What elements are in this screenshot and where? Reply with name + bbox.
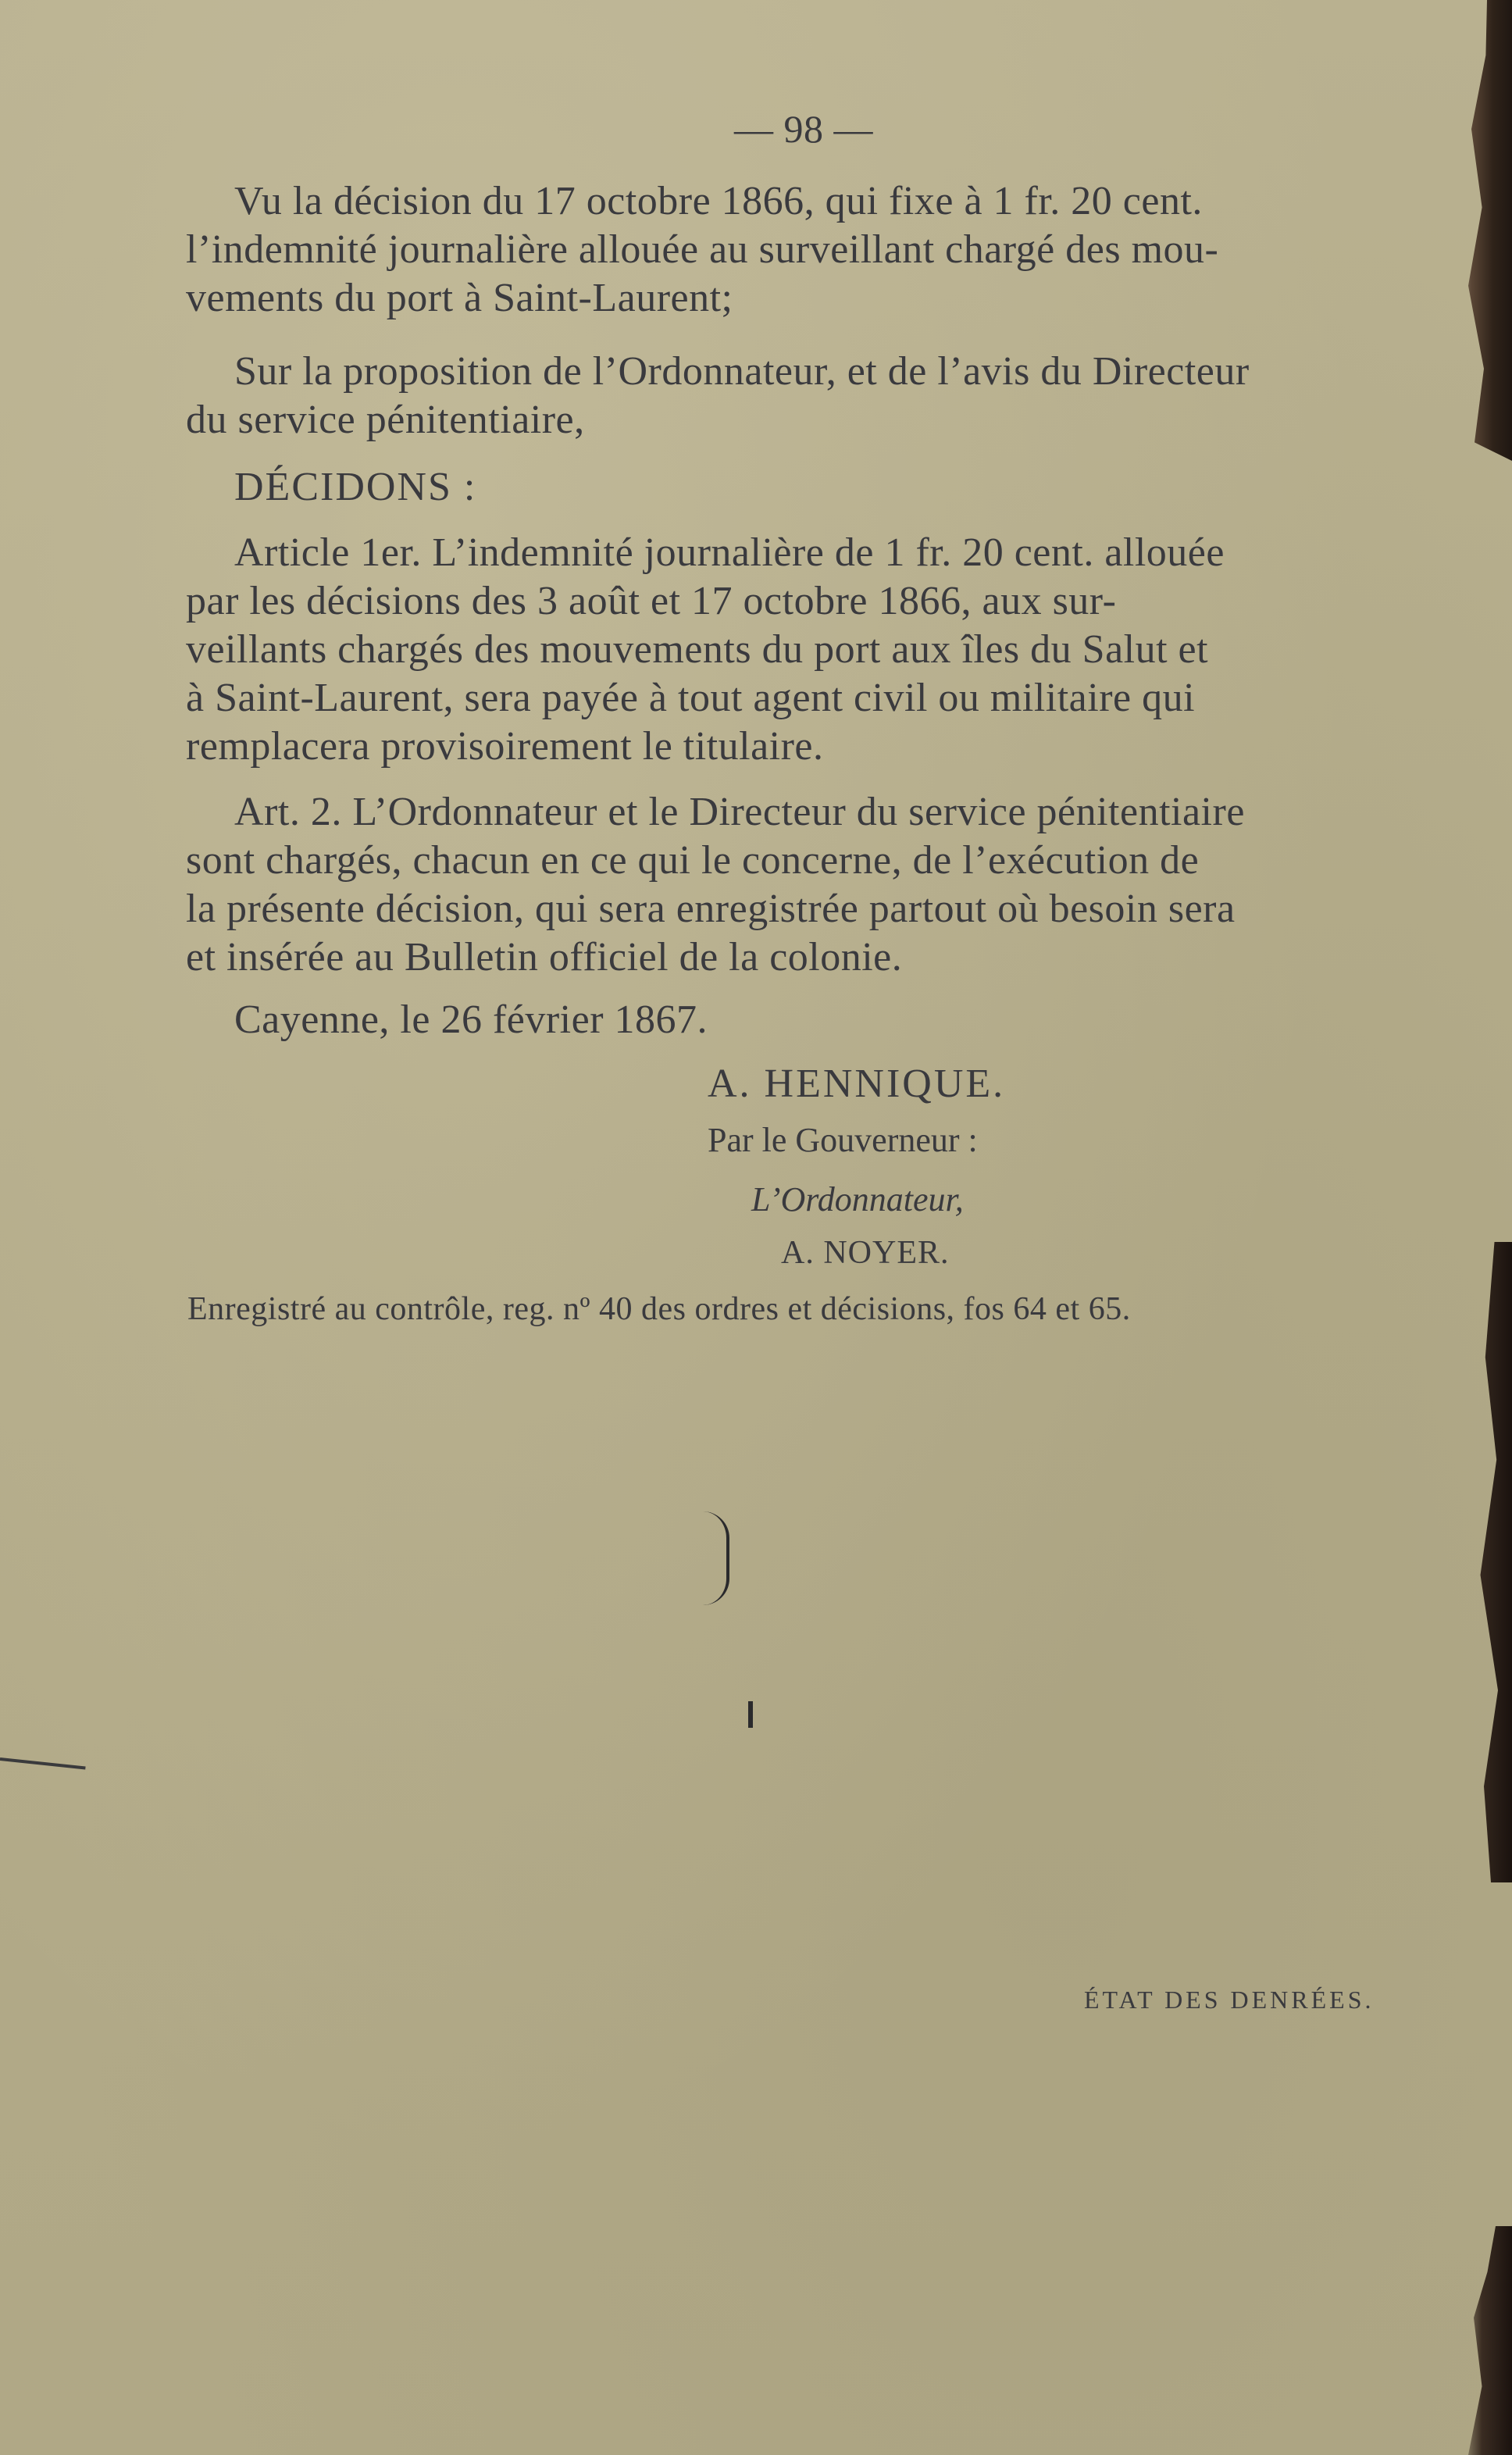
stray-ink-mark	[703, 1511, 729, 1605]
place-date: Cayenne, le 26 février 1867.	[234, 997, 708, 1042]
article-1-line-3: veillants chargés des mouvements du port aux îles du Salut et	[186, 627, 1209, 672]
article-2-line-4: et insérée au Bulletin officiel de la colonie.	[186, 935, 903, 980]
signature-governor: A. HENNIQUE.	[708, 1062, 1006, 1106]
body-line-5: du service pénitentiaire,	[186, 398, 585, 442]
body-line-2: l’indemnité journalière allouée au surveillant chargé des mou-	[186, 227, 1219, 272]
torn-edge-middle	[1442, 1242, 1512, 1882]
torn-edge-top	[1450, 0, 1512, 461]
article-1-line-1: Article 1er. L’indemnité journalière de 1 fr. 20 cent. allouée	[234, 530, 1225, 575]
registration-note: Enregistré au contrôle, reg. nº 40 des ordres et décisions, fos 64 et 65.	[187, 1291, 1131, 1327]
decision-heading: DÉCIDONS :	[234, 465, 477, 509]
torn-edge-bottom	[1457, 2226, 1512, 2455]
catchword: ÉTAT DES DENRÉES.	[1084, 1986, 1375, 2014]
article-1-line-4: à Saint-Laurent, sera payée à tout agent civil ou militaire qui	[186, 676, 1196, 720]
signature-by-governor: Par le Gouverneur :	[708, 1121, 978, 1159]
body-line-1: Vu la décision du 17 octobre 1866, qui fixe à 1 fr. 20 cent.	[234, 179, 1203, 223]
stray-ink-stroke	[748, 1701, 753, 1728]
stray-ink-line	[0, 1757, 86, 1769]
article-1-line-5: remplacera provisoirement le titulaire.	[186, 724, 824, 769]
article-2-line-1: Art. 2. L’Ordonnateur et le Directeur du service pénitentiaire	[234, 790, 1245, 834]
article-2-line-2: sont chargés, chacun en ce qui le concerne, de l’exécution de	[186, 838, 1200, 883]
signature-role: L’Ordonnateur,	[751, 1180, 964, 1219]
page-number: — 98 —	[734, 107, 873, 151]
body-line-3: vements du port à Saint-Laurent;	[186, 276, 733, 320]
signature-ordonnateur: A. NOYER.	[781, 1235, 950, 1271]
article-1-line-2: par les décisions des 3 août et 17 octobre 1866, aux sur-	[186, 579, 1117, 623]
body-line-4: Sur la proposition de l’Ordonnateur, et de l’avis du Directeur	[234, 349, 1250, 394]
article-2-line-3: la présente décision, qui sera enregistrée partout où besoin sera	[186, 887, 1236, 931]
